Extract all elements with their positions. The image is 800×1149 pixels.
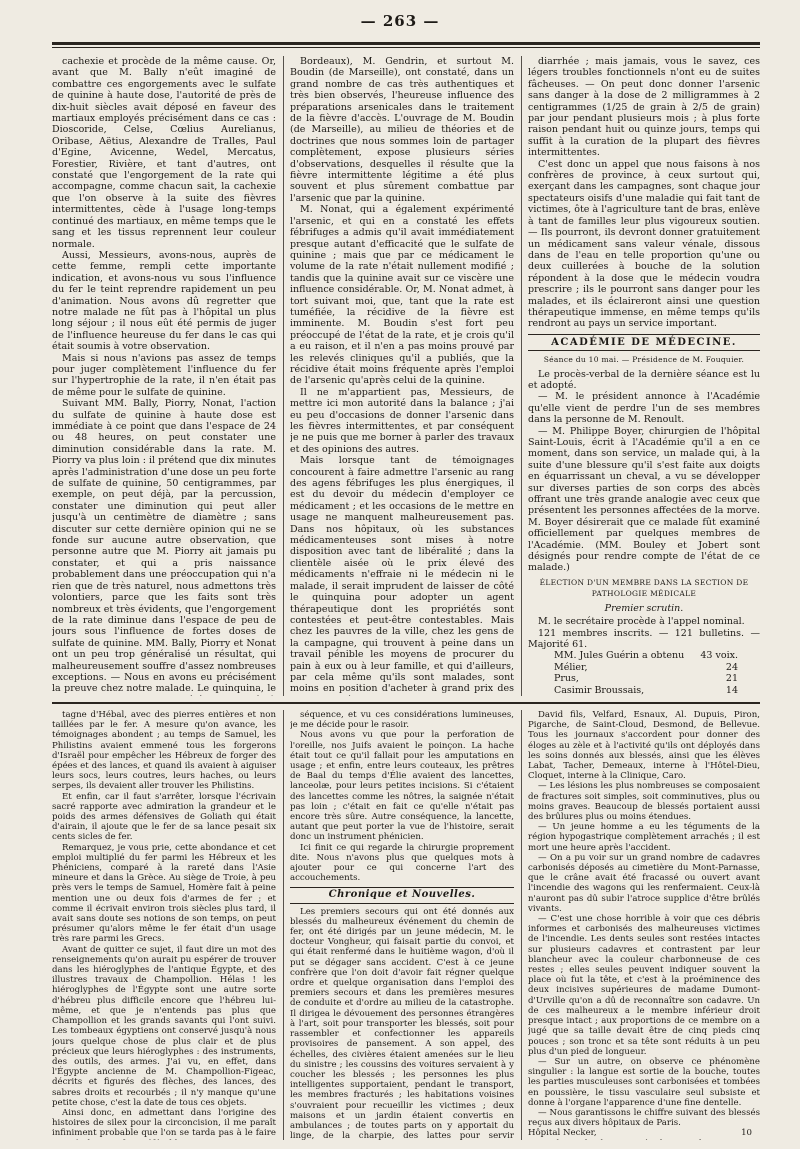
paragraph: Ainsi donc, en admettant dans l'origine des histoires de silex pour la circoncision, il me paraît infiniment probable que l'on se tarda pas à le faire bbox=[52, 1107, 276, 1139]
candidate-name: Casimir Broussais, bbox=[554, 684, 645, 696]
candidate-name: Prus, bbox=[554, 673, 579, 685]
paragraph: diarrhée ; mais jamais, vous le savez, ces légers troubles fonctionnels n'ont eu de suites fâcheuses. — On peut donc donner l'arsenic sans danger à la dose de 2 milligrammes à 2 centigrammes (1/25 de grain à 2/5 de grain) par jour pendant plusieurs mois ; à plus forte raison pendant huit ou quinze jours, temps qui suffit à la curation de la plupart des fièvres intermittentes. bbox=[528, 56, 760, 159]
academy-report bbox=[528, 354, 760, 696]
academy-paragraph: Le procès-verbal de la dernière séance est lu et adopté. bbox=[528, 368, 760, 391]
paragraph: — Les lésions les plus nombreuses se composaient de fractures soit simples, soit comminutives, plus ou moins graves. Beaucoup de blessés portaient aussi des brûlures plus ou moins étendues. bbox=[528, 781, 760, 823]
paragraph: Ici finit ce qui regarde la chirurgie proprement dite. Nous n'avons plus que quelques mots à ajouter pour ce qui concerne l'art des accouchements. bbox=[290, 842, 514, 884]
paragraph: Remarquez, je vous prie, cette abondance et cet emploi multiplié du fer parmi les Hébreux et les Phéniciens, comparé à la rareté dans l'Asie mineure et dans la Grèce. Au siège de Troie, à peu près vers le temps de Samuel, Homère fait à peine mention une ou deux fois d'armes de fer ; et comme il écrivait environ trois siècles plus tard, il avait sans doute ses notions de son temps, on peut présumer qu'alors même le fer était d'un usage très rare parmi les Grecs. bbox=[52, 842, 276, 945]
candidate-name: Mélier, bbox=[554, 661, 588, 673]
scrutin-intro: M. le secrétaire procède à l'appel nominal. bbox=[538, 616, 745, 628]
paragraph: Bordeaux), M. Gendrin, et surtout M. Boudin (de Marseille), ont constaté, dans un grand nombre de cas très authentiques et très bien observés, l'heureuse influence des préparations arsenicales dans le traitement de la fièvre d'accès. L'ouvrage de M. Boudin (de Marseille), au milieu de théories et de doctrines que nous sommes loin de partager complètement, expose plusieurs séries d'observations, desquelles il résulte que la fièvre intermittente légitime a été plus souvent et plus sûrement combattue par l'arsenic que par la quinine. bbox=[290, 56, 514, 204]
column-divider bbox=[521, 56, 522, 696]
article-column-3 bbox=[528, 56, 760, 696]
paragraph: Et enfin, car il faut s'arrêter, lorsque l'écrivain sacré rapporte avec admiration la grandeur et le poids des armes défensives de Goliath qui était d'airain, il ajoute que le fer de sa lance pesait six cents sicles de fer. bbox=[52, 791, 276, 843]
news-column-3 bbox=[528, 710, 760, 1140]
feuilleton-end bbox=[290, 710, 514, 883]
section-divider bbox=[52, 702, 760, 704]
vote-count: 21 bbox=[725, 673, 738, 685]
election-heading: ÉLECTION D'UN MEMBRE DANS LA SECTION DE PATHOLOGIE MÉDICALE bbox=[539, 577, 749, 599]
column-divider bbox=[283, 710, 284, 1140]
hospital-name bbox=[528, 1139, 752, 1140]
hospital-list bbox=[528, 1128, 760, 1140]
paragraph: David fils, Velfard, Esnaux, Al. Dupuis, Piron, Pigarche, de Saint-Cloud, Desmond, de Bellevue. Tous les journaux s'accordent pour donner des éloges au zèle et à l'activité qu'ils ont déployés dans les soins donnés aux blessés, ainsi que les élèves Labat, Tacher, Demeaux, interne à l'Hôtel-Dieu, Cloquet, interne à la Clinique, Caro. bbox=[528, 710, 760, 782]
vote-count: 43 voix. bbox=[700, 650, 738, 662]
paragraph: — Nous garantissons le chiffre suivant des blessés reçus aux divers hôpitaux de Paris. bbox=[528, 1107, 760, 1129]
paragraph: — C'est une chose horrible à voir que ces débris informes et carbonisés des malheureuses victimes de l'incendie. Les dents seules sont restées intactes sur plusieurs cadavres et contrastent par leur blancheur avec la couleur charbonneuse de ces restes ; elles seules peuvent indiquer souvent la place où fut la tête, et c'est à la proéminence des deux incisives supérieures de madame Dumont-d'Urville qu'on a dû de reconnaître son cadavre. Un de ces malheureux a le membre inférieur droit presque intact ; aux proportions de ce membre on a jugé que sa taille devait être de cinq pieds cinq pouces ; son tronc et sa tête sont réduits à un peu plus d'un pied de longueur. bbox=[528, 914, 760, 1057]
vote-row bbox=[528, 685, 760, 696]
paragraph: Mais lorsque tant de témoignages concourent à faire admettre l'arsenic au rang des agens fébrifuges les plus énergiques, il est du devoir du médecin d'employer ce médicament ; et les occasions de le mettre en usage ne manquent malheureusement pas. Dans nos hôpitaux, où les substances médicamenteuses sont mises à notre disposition avec tant de libéralité ; dans la clientèle aisée où le prix élevé des médicaments n'effraie ni le médecin ni le malade, il serait imprudent de laisser de côté le quinquina pour adopter un agent thérapeutique dont les propriétés sont contestées et peut-être contestables. Mais chez les pauvres de la ville, chez les gens de la campagne, qui trouvent à peine dans un travail pénible les moyens de procurer du pain à eux ou à leur famille, et qui d'ailleurs, par cela même qu'ils sont malades, sont moins en position d'acheter à grand prix des bbox=[290, 455, 514, 695]
news-column-2 bbox=[290, 907, 514, 1140]
article-conclusion bbox=[528, 56, 760, 330]
header-rule bbox=[52, 42, 760, 48]
hospital-row bbox=[528, 1128, 760, 1138]
paragraph: Suivant MM. Bally, Piorry, Nonat, l'action du sulfate de quinine à haute dose est immédiate à ce point que dans l'espace de 24 ou 48 heures, on peut constater une diminution considérable dans la rate. M. Piorry va plus loin : il prétend que dix minutes après l'administration d'une dose un peu forte de sulfate de quinine, 50 centigrammes, par exemple, on peut déjà, par la percussion, constater une diminution qui peut aller jusqu'à un centimètre de diamètre ; sans discuter sur cette dernière opinion qui ne se fonde sur aucune autre observation, que personne autre que M. Piorry ait jamais pu constater, et qui a pris naissance probablement dans une préoccupation qui n'a rien que de très naturel, nous admettons très volontiers, parce que les faits sont très nombreux et très évidents, que l'engorgement de la rate diminue dans l'espace de peu de jours sous l'influence de fortes doses de sulfate de quinine. MM. Bally, Piorry et Nonat ont un peu trop généralisé un résultat, qui malheureusement souffre d'assez nombreuses exceptions. — Nous en avons eu précisément la preuve chez notre malade. Le quinquina, le bbox=[52, 398, 276, 695]
paragraph: Les premiers secours qui ont été donnés aux blessés du malheureux événement du chemin de fer, ont été dirigés par un jeune médecin, M. le docteur Vongheur, qui faisait partie du convoi, et qui était renfermé dans le huitième wagon, d'où il put se dégager sans accident. C'est à ce jeune confrère que l'on doit d'avoir fait régner quelque ordre et quelque organisation dans l'emploi des premiers secours et dans les premières mesures de conduite et d'ordre au milieu de la catastrophe. Il dirigea le dévouement des personnes étrangères à l'art, soit pour transporter les blessés, soit pour rassembler et confectionner les appareils provisoires de pansement. A son appel, des échelles, des civières étaient amenées sur le lieu du sinistre ; les coussins des voitures servaient à y coucher les blessés ; les personnes les plus intelligentes supportaient, pendant le transport, les membres fracturés ; les habitations voisines s'ouvraient pour recueillir les victimes ; deux maisons et un jardin étaient convertis en ambulances ; de toutes parts on y apportait du linge, de la charpie, des lattes pour servir bbox=[290, 906, 514, 1140]
academy-paragraph: — M. Philippe Boyer, chirurgien de l'hôpital Saint-Louis, écrit à l'Académie qu'il a en ce moment, dans son service, un malade qui, à la suite d'une blessure qu'il s'est faite aux doigts en équarrissant un cheval, a vu se développer sur diverses parties de son corps des abcès offrant une très grande analogie avec ceux que présentent les personnes affectées de la morve. M. Boyer désirerait que ce malade fût examiné officiellement par quelques membres de l'Académie. (MM. Bouley et Jobert sont désignés pour rendre compte de l'état de ce malade.) bbox=[528, 425, 760, 574]
vote-row bbox=[528, 662, 760, 673]
paragraph: Avant de quitter ce sujet, il faut dire un mot des renseignements qu'on aurait pu espérer de trouver dans les hiéroglyphes de l'antique Égypte, et des illustres travaux de Champollion. Hélas ! les hiéroglyphes de l'Égypte sont une autre sorte d'hébreu plus difficile encore que l'hébreu lui-même, et que je n'entends pas plus que Champollion et les grands savants qui l'ont suivi. Les tombeaux égyptiens ont conservé jusqu'à nous jours quelque chose de plus clair et de plus précieux que leurs hiéroglyphes : des instruments, des outils, des armes. J'ai vu, en effet, dans l'Égypte ancienne de M. Champollion-Figeac, décrits et figurés des flèches, des lances, des sabres droits et recourbés ; il n'y manque qu'une petite chose, c'est la date de tous ces objets. bbox=[52, 944, 276, 1108]
feuilleton-column-2 bbox=[290, 710, 514, 1140]
paragraph: séquence, et vu ces considérations lumineuses, je me décide pour le rasoir. bbox=[290, 710, 514, 731]
hospital-name: Hôpital Necker, bbox=[528, 1128, 597, 1139]
news-section-title: Chronique et Nouvelles. bbox=[290, 887, 514, 903]
vote-count: 24 bbox=[725, 661, 738, 673]
page-number: — 263 — bbox=[360, 12, 440, 30]
scrutin-title: Premier scrutin. bbox=[604, 602, 684, 614]
paragraph: Nous avons vu que pour la perforation de l'oreille, nos Juifs avaient le poinçon. La hache était tout ce qu'il fallait pour les amputations en usage ; et enfin, entre leurs couteaux, les prêtres de Baal du temps d'Élie avaient des lancettes, lanceolæ, pour leurs petites incisions. Si c'étaient des lancettes comme les nôtres, la saignée n'était pas loin ; c'était en fait ce qu'elle n'était pas encore très sûre. Autre conséquence, la lancette, autant que peut porter la vue de l'histoire, serait donc un instrument phénicien. bbox=[290, 730, 514, 843]
paragraph: Aussi, Messieurs, avons-nous, auprès de cette femme, rempli cette importante indication, et avons-nous vu sous l'influence du fer le teint reprendre rapidement un peu d'animation. Nous avons dû regretter que notre malade ne fût pas à l'hôpital un plus long séjour ; il nous eût été permis de juger de l'influence heureuse du fer dans le cas qui était soumis à votre observation. bbox=[52, 249, 276, 353]
scrutin-counts: 121 membres inscrits. — 121 bulletins. — Majorité 61. bbox=[528, 627, 760, 650]
paragraph: — Sur un autre, on observe ce phénomène singulier : la langue est sortie de la bouche, toutes les parties musculeuses sont carbonisées et tombées en poussière, le tissu vasculaire seul subsiste et donne à l'organe l'apparence d'une fine dentelle. bbox=[528, 1056, 760, 1108]
paragraph: Il ne m'appartient pas, Messieurs, de mettre ici mon autorité dans la balance ; j'ai eu peu d'occasions de donner l'arsenic dans les fièvres intermittentes, et par conséquent je ne puis que me borner à parler des travaux et des opinions des autres. bbox=[290, 386, 514, 455]
paragraph: C'est donc un appel que nous faisons à nos confrères de province, à ceux surtout qui, exerçant dans les campagnes, sont chaque jour spectateurs oisifs d'une maladie qui fait tant de victimes, ôte à l'agriculture tant de bras, enlève à tant de familles leur plus vigoureux soutien. — Ils pourront, ils devront donner gratuitement un médicament sans valeur vénale, dissous dans de l'eau en telle proportion qu'une ou deux cuillerées à bouche de la solution répondent à la dose que le médecin voudra prescrire ; ils le pourront sans danger pour les malades, et ils éclaireront ainsi une question thérapeutique immense, en même temps qu'ils rendront au pays un service important. bbox=[528, 158, 760, 330]
column-divider bbox=[283, 56, 284, 696]
column-divider bbox=[521, 710, 522, 1140]
article-column-1 bbox=[52, 56, 276, 696]
paragraph: — On a pu voir sur un grand nombre de cadavres carbonisés déposés au cimetière du Mont-Parnasse, que le crâne avait été fracassé ou ouvert avant l'incendie des wagons qui les renfermaient. Ceux-là n'auront pas dû subir l'atroce supplice d'être brûlés vivants. bbox=[528, 852, 760, 914]
article-column-2 bbox=[290, 56, 514, 696]
hospital-row bbox=[528, 1139, 760, 1140]
paragraph: tagne d'Hébal, avec des pierres entières et non taillées par le fer. A mesure qu'on avance, les témoignages abondent ; au temps de Samuel, les Philistins avaient emmené tous les forgerons d'Israël pour empêcher les Hébreux de forger des épées et des lances, et quand ils avaient à aiguiser leurs socs, leurs coutres, leurs haches, ou leurs serpes, ils devaient aller trouver les Philistins. bbox=[52, 710, 276, 792]
academy-section-title: ACADÉMIE DE MÉDECINE. bbox=[528, 334, 760, 351]
candidate-name: MM. Jules Guérin a obtenu bbox=[554, 650, 685, 662]
feuilleton-column-1 bbox=[52, 710, 276, 1140]
news-items bbox=[528, 710, 760, 1128]
academy-paragraph: — M. le président annonce à l'Académie qu'elle vient de perdre l'un de ses membres dans la personne de M. Renoult. bbox=[528, 391, 760, 426]
vote-row bbox=[528, 673, 760, 684]
paragraph: — Un jeune homme a eu les téguments de la région hypogastrique complètement arrachés ; il est mort une heure après l'accident. bbox=[528, 822, 760, 853]
paragraph: cachexie et procède de la même cause. Or, avant que M. Bally n'eût imaginé de combattre ces engorgements avec le sulfate de quinine à haute dose, l'autorité de près de dix-huit siècles avait déposé en faveur des martiaux employés précisément dans ce cas : Dioscoride, Celse, Cœlius Aurelianus, Oribase, Aëtius, Alexandre de Tralles, Paul d'Egine, Avicenne, Wedel, Mercatus, Forestier, Rivière, et tant d'autres, ont constaté que l'engorgement de la rate qui accompagne, comme chacun sait, la cachexie que l'on observe à la suite des fièvres intermittentes, cède à l'usage long-temps continué des martiaux, en même temps que le sang et les tissus reprennent leur couleur normale. bbox=[52, 56, 276, 250]
vote-row bbox=[528, 650, 760, 661]
paragraph: M. Nonat, qui a également expérimenté l'arsenic, et qui en a constaté les effets fébrifuges a admis qu'il avait immédiatement presque autant d'efficacité que le sulfate de quinine ; mais que par ce médicament le volume de la rate n'était nullement modifié ; tandis que la quinine avait sur ce viscère une influence considérable. Or, M. Nonat admet, à tort suivant moi, que, tant que la rate est tuméfiée, la récidive de la fièvre est imminente. M. Boudin s'est fort peu préoccupé de l'état de la rate, et je crois qu'il a eu raison, et il n'en a pas moins prouvé par les relevés cliniques qu'il a publiés, que la récidive était moins fréquente après l'emploi de l'arsenic qu'après celui de la quinine. bbox=[290, 204, 514, 387]
paragraph: Mais si nous n'avions pas assez de temps pour juger complètement l'influence du fer sur l'hypertrophie de la rate, il n'en était pas de même pour le sulfate de quinine. bbox=[52, 352, 276, 398]
meeting-line: Séance du 10 mai. — Présidence de M. Fouquier. bbox=[543, 355, 745, 365]
vote-count: 14 bbox=[725, 684, 738, 696]
hospital-count: 10 bbox=[741, 1128, 752, 1139]
